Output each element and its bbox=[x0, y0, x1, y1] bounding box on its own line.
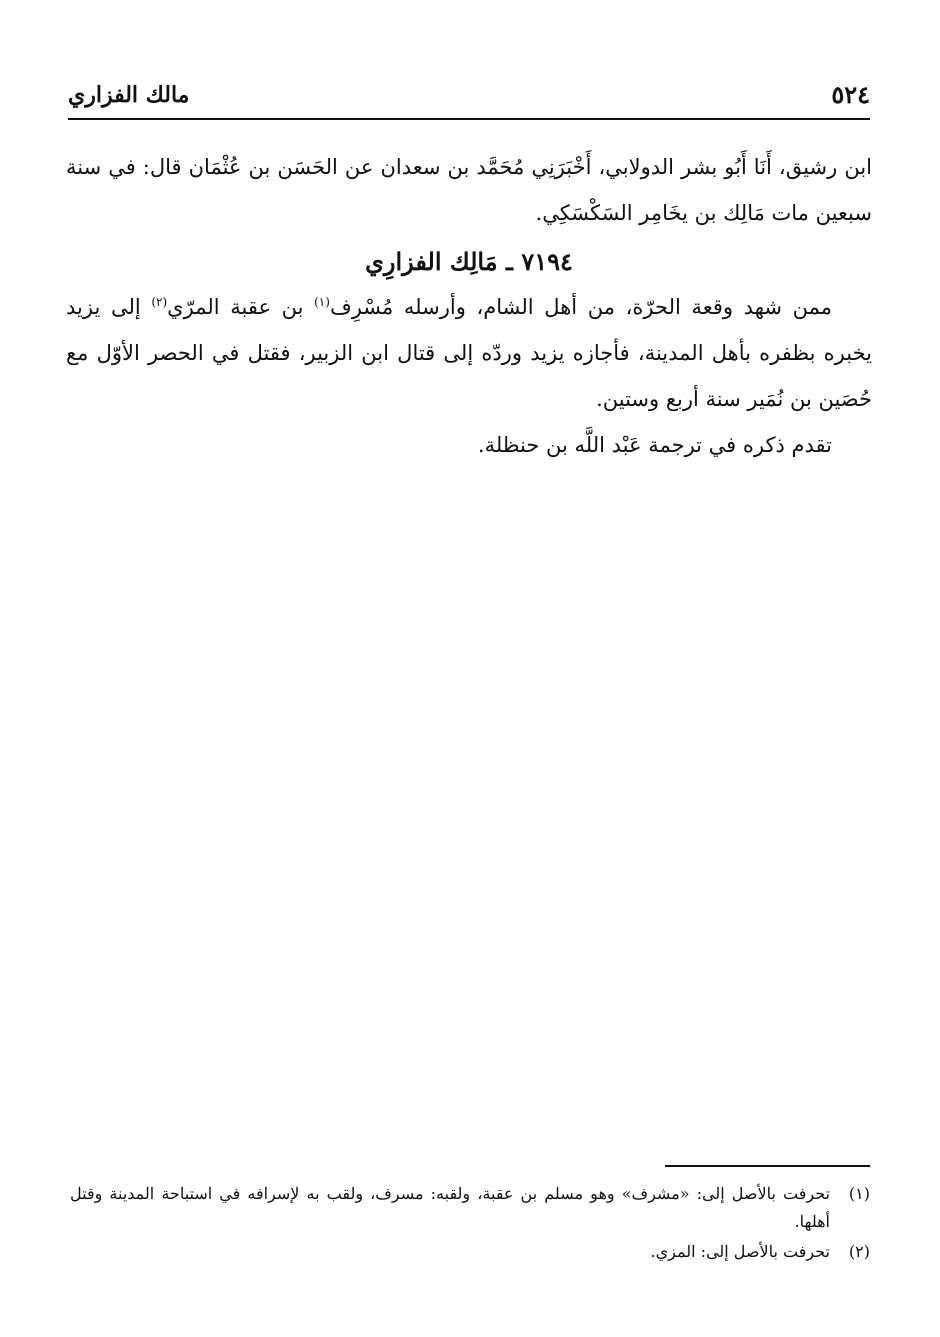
footnote-reference-1: (١) bbox=[314, 295, 330, 309]
footnote-text: تحرفت بالأصل إلى: المزي. bbox=[650, 1242, 830, 1261]
footnote-reference-2: (٢) bbox=[151, 295, 168, 309]
running-title: مالك الفزاري bbox=[68, 82, 190, 108]
cross-reference-paragraph: تقدم ذكره في ترجمة عَبْد اللَّه بن حنظلة. bbox=[477, 433, 832, 457]
footnote-rule bbox=[665, 1165, 870, 1167]
entry-text-part-3: إلى يزيد يخبره بظفره بأهل المدينة، فأجازه يزيد وردّه إلى قتال ابن الزبير، فقتل في الحصر الأوّل مع حُصَين بن نُمَير سنة أربع وستين. bbox=[66, 295, 872, 411]
footnote-text: تحرفت بالأصل إلى: «مشرف» وهو مسلم بن عقبة، ولقبه: مسرف، ولقب به لإسرافه في استباحة المدينة وقتل أهلها. bbox=[70, 1184, 830, 1231]
header-rule bbox=[68, 118, 870, 120]
footnote-number: (٢) bbox=[848, 1242, 870, 1261]
footnote-number: (١) bbox=[848, 1184, 870, 1203]
footnote bbox=[70, 1238, 870, 1266]
page-header bbox=[68, 78, 870, 114]
entry-paragraph bbox=[66, 284, 872, 422]
footnotes bbox=[70, 1180, 870, 1268]
entry-title: ٧١٩٤ ـ مَالِك الفزارِي bbox=[365, 247, 573, 276]
main-text bbox=[66, 144, 872, 468]
entry-text-part-2: بن عقبة المرّي bbox=[167, 295, 315, 319]
footnote bbox=[70, 1180, 870, 1236]
entry-text-part-1: ممن شهد وقعة الحرّة، من أهل الشام، وأرسله مُسْرِف bbox=[329, 295, 832, 319]
continuation-paragraph: ابن رشيق، أَنَا أَبُو بشر الدولابي، أَخْبَرَنِي مُحَمَّد بن سعدان عن الحَسَن بن عُثْمَان قال: في سنة سبعين مات مَالِك بن يخَامِر السَكْسَكِي. bbox=[66, 155, 872, 225]
page-number: ٥٢٤ bbox=[831, 80, 870, 109]
